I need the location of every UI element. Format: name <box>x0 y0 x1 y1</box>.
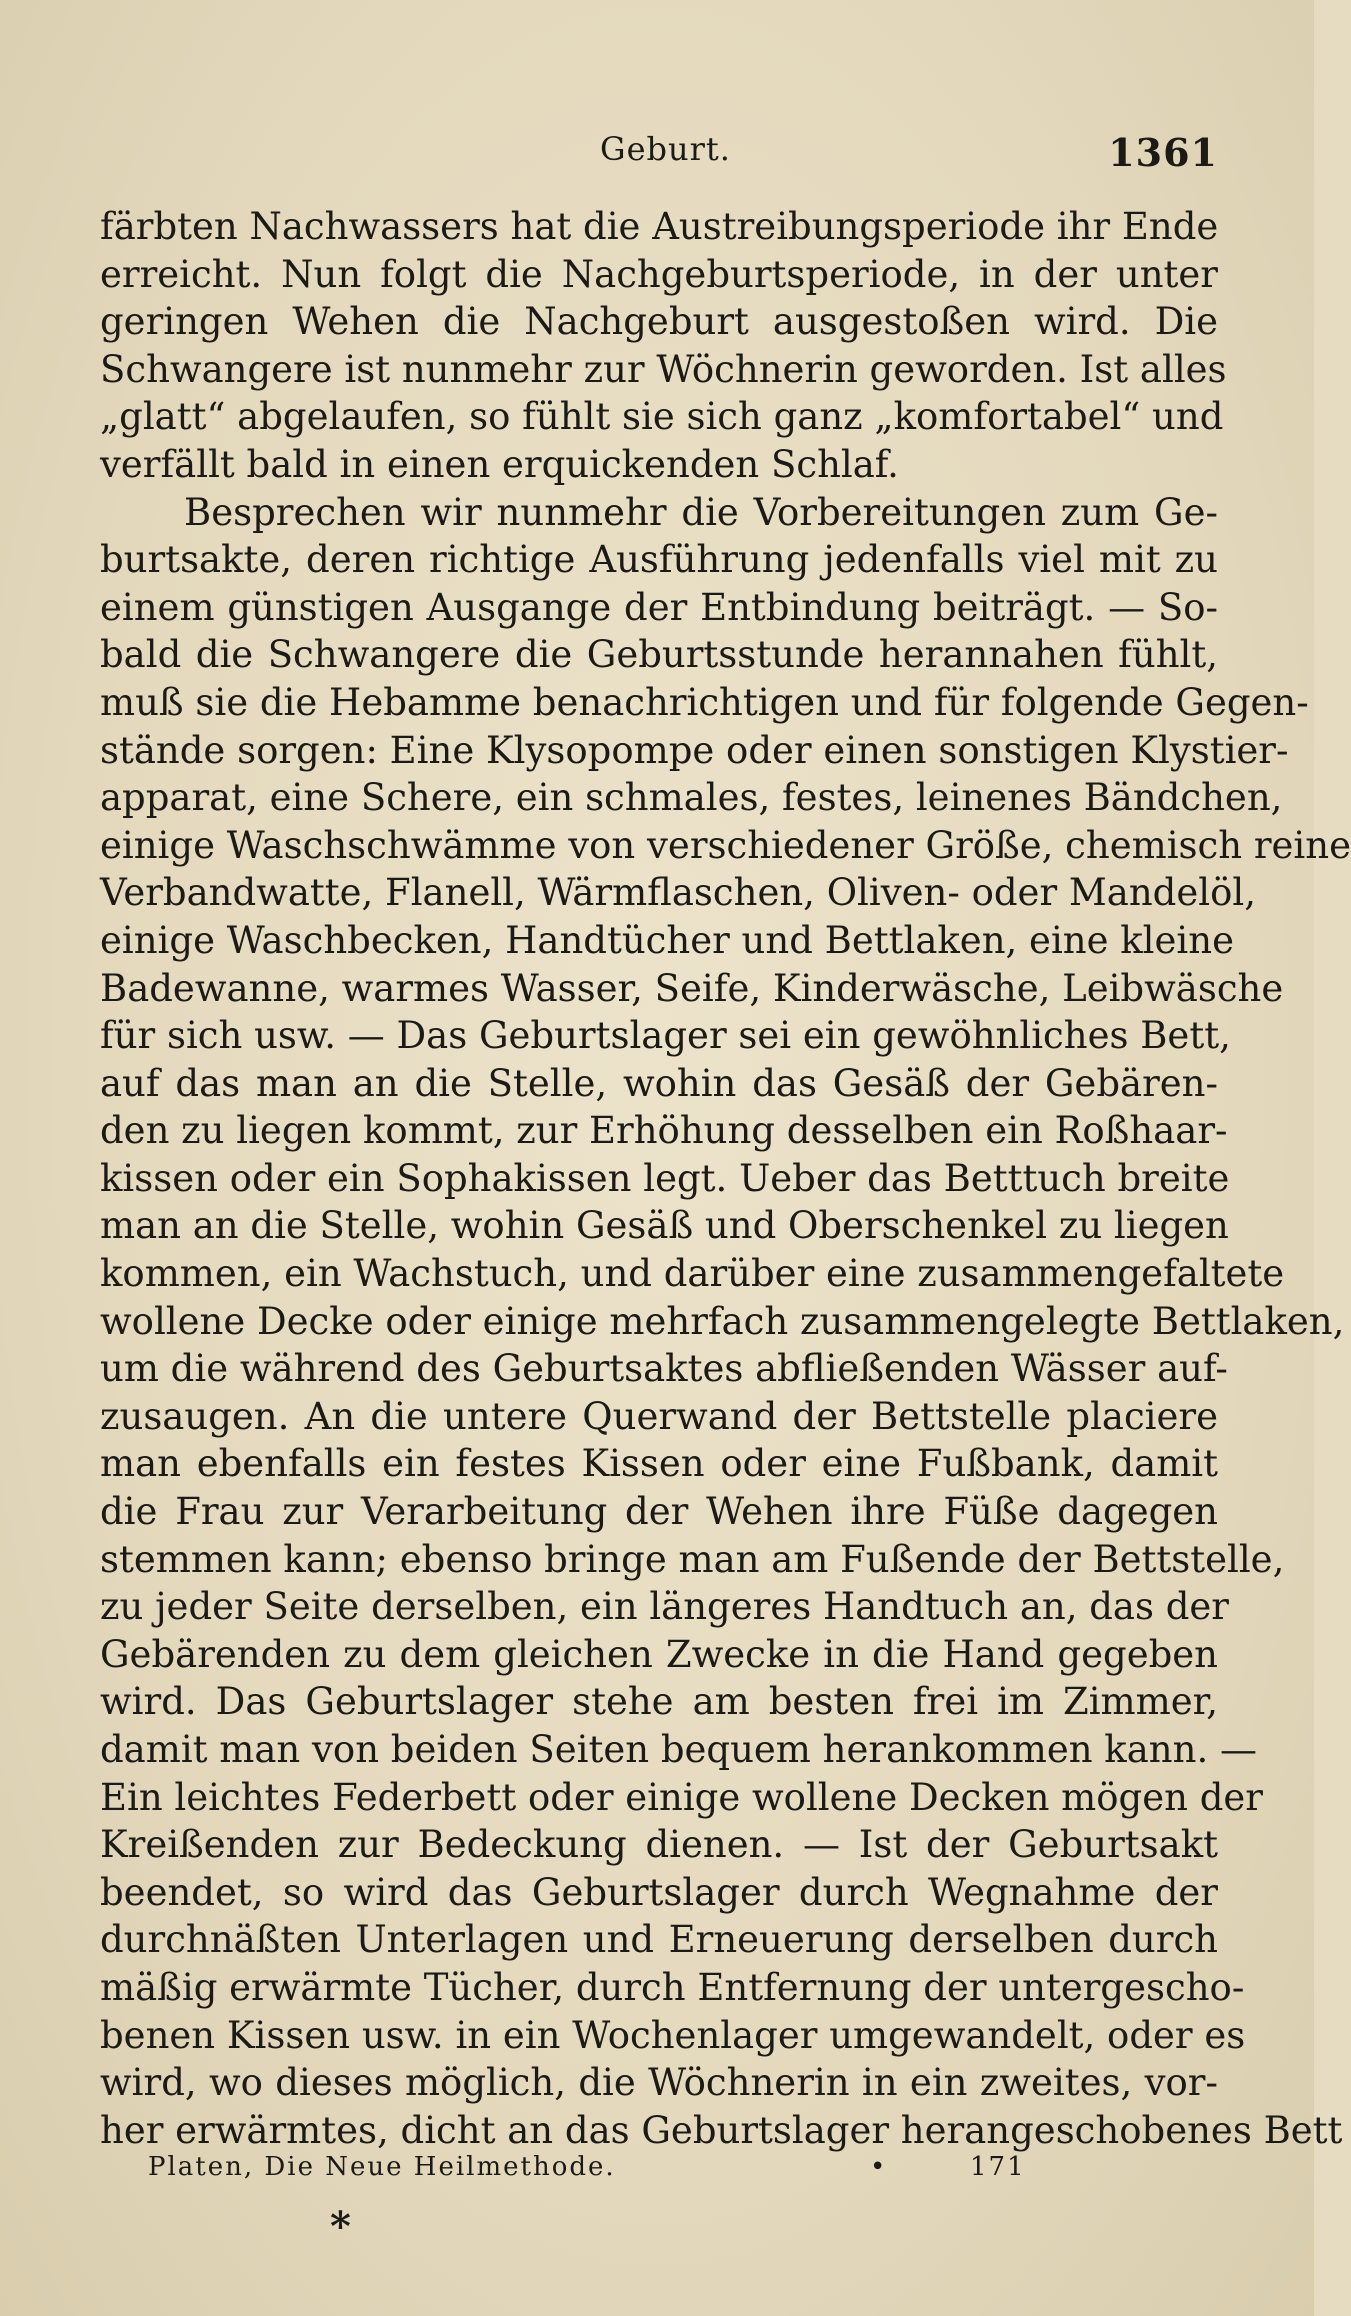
signature-title: Platen, Die Neue Heilmethode. <box>148 2152 616 2182</box>
text-line: man ebenfalls ein festes Kissen oder eine Fußbank, damit <box>100 1442 1218 1486</box>
text-line: „glatt“ abgelaufen, so fühlt sie sich ganz „komfortabel“ und <box>100 395 1224 439</box>
text-line: benen Kissen usw. in ein Wochenlager umgewandelt, oder es <box>100 2013 1246 2057</box>
text-line: erreicht. Nun folgt die Nachgeburtsperiode, in der unter <box>100 252 1218 296</box>
text-line: mäßig erwärmte Tücher, durch Entfernung der untergescho- <box>100 1965 1245 2009</box>
text-line: Schwangere ist nunmehr zur Wöchnerin geworden. Ist alles <box>100 347 1227 391</box>
text-line: verfällt bald in einen erquickenden Schlaf. <box>100 442 899 486</box>
text-line: beendet, so wird das Geburtslager durch Wegnahme der <box>100 1870 1218 1914</box>
text-line: her erwärmtes, dicht an das Geburtslager herangeschobenes Bett <box>100 2108 1343 2152</box>
text-line: wird. Das Geburtslager stehe am besten frei im Zimmer, <box>100 1680 1218 1724</box>
text-line: Ein leichtes Federbett oder einige wollene Decken mögen der <box>100 1775 1263 1819</box>
text-line: färbten Nachwassers hat die Austreibungsperiode ihr Ende <box>100 205 1219 248</box>
text-line: apparat, eine Schere, ein schmales, festes, leinenes Bändchen, <box>100 776 1283 820</box>
text-line: zusaugen. An die untere Querwand der Bettstelle placiere <box>100 1394 1218 1438</box>
body-text <box>100 203 1351 2154</box>
running-title: Geburt. <box>600 130 731 168</box>
text-line: einige Waschschwämme von verschiedener Größe, chemisch reine <box>100 823 1351 867</box>
text-line: burtsakte, deren richtige Ausführung jedenfalls viel mit zu <box>100 538 1218 582</box>
text-line: Badewanne, warmes Wasser, Seife, Kinderwäsche, Leibwäsche <box>100 966 1284 1010</box>
text-line: einige Waschbecken, Handtücher und Bettlaken, eine kleine <box>100 918 1234 962</box>
text-line: kommen, ein Wachstuch, und darüber eine zusammengefaltete <box>100 1252 1285 1296</box>
text-line: zu jeder Seite derselben, ein längeres Handtuch an, das der <box>100 1585 1229 1629</box>
text-line: wollene Decke oder einige mehrfach zusammengelegte Bettlaken, <box>100 1299 1345 1343</box>
asterisk-mark: * <box>330 2203 351 2250</box>
text-line: Verbandwatte, Flanell, Wärmflaschen, Oliven- oder Mandelöl, <box>100 871 1256 915</box>
text-line: geringen Wehen die Nachgeburt ausgestoßen wird. Die <box>100 300 1218 344</box>
text-line: kissen oder ein Sophakissen legt. Ueber das Betttuch breite <box>100 1156 1230 1200</box>
text-line: Kreißenden zur Bedeckung dienen. — Ist der Geburtsakt <box>100 1823 1218 1867</box>
text-line: auf das man an die Stelle, wohin das Gesäß der Gebären- <box>100 1061 1218 1105</box>
text-line: muß sie die Hebamme benachrichtigen und für folgende Gegen- <box>100 680 1309 724</box>
text-line: stände sorgen: Eine Klysopompe oder einen sonstigen Klystier- <box>100 728 1289 772</box>
text-line: die Frau zur Verarbeitung der Wehen ihre Füße dagegen <box>100 1490 1218 1534</box>
text-line: man an die Stelle, wohin Gesäß und Oberschenkel zu liegen <box>100 1204 1229 1248</box>
text-line: bald die Schwangere die Geburtsstunde herannahen fühlt, <box>100 633 1218 677</box>
signature-number: 171 <box>970 2152 1026 2182</box>
text-line: stemmen kann; ebenso bringe man am Fußende der Bettstelle, <box>100 1537 1285 1581</box>
signature-dot: • <box>870 2152 888 2182</box>
text-line: um die während des Geburtsaktes abfließenden Wässer auf- <box>100 1347 1228 1391</box>
text-line: Besprechen wir nunmehr die Vorbereitungen zum Ge- <box>184 490 1218 534</box>
text-line: durchnäßten Unterlagen und Erneuerung derselben durch <box>100 1918 1218 1962</box>
page-header <box>100 130 1218 180</box>
signature-line <box>148 2152 1048 2192</box>
text-line: Gebärenden zu dem gleichen Zwecke in die Hand gegeben <box>100 1632 1218 1676</box>
text-line: wird, wo dieses möglich, die Wöchnerin in ein zweites, vor- <box>100 2061 1218 2105</box>
text-line: einem günstigen Ausgange der Entbindung beiträgt. — So- <box>100 585 1218 629</box>
text-line: für sich usw. — Das Geburtslager sei ein gewöhnliches Bett, <box>100 1014 1231 1058</box>
page-number: 1361 <box>1108 130 1218 175</box>
text-line: damit man von beiden Seiten bequem herankommen kann. — <box>100 1728 1257 1771</box>
text-line: den zu liegen kommt, zur Erhöhung desselben ein Roßhaar- <box>100 1109 1228 1153</box>
